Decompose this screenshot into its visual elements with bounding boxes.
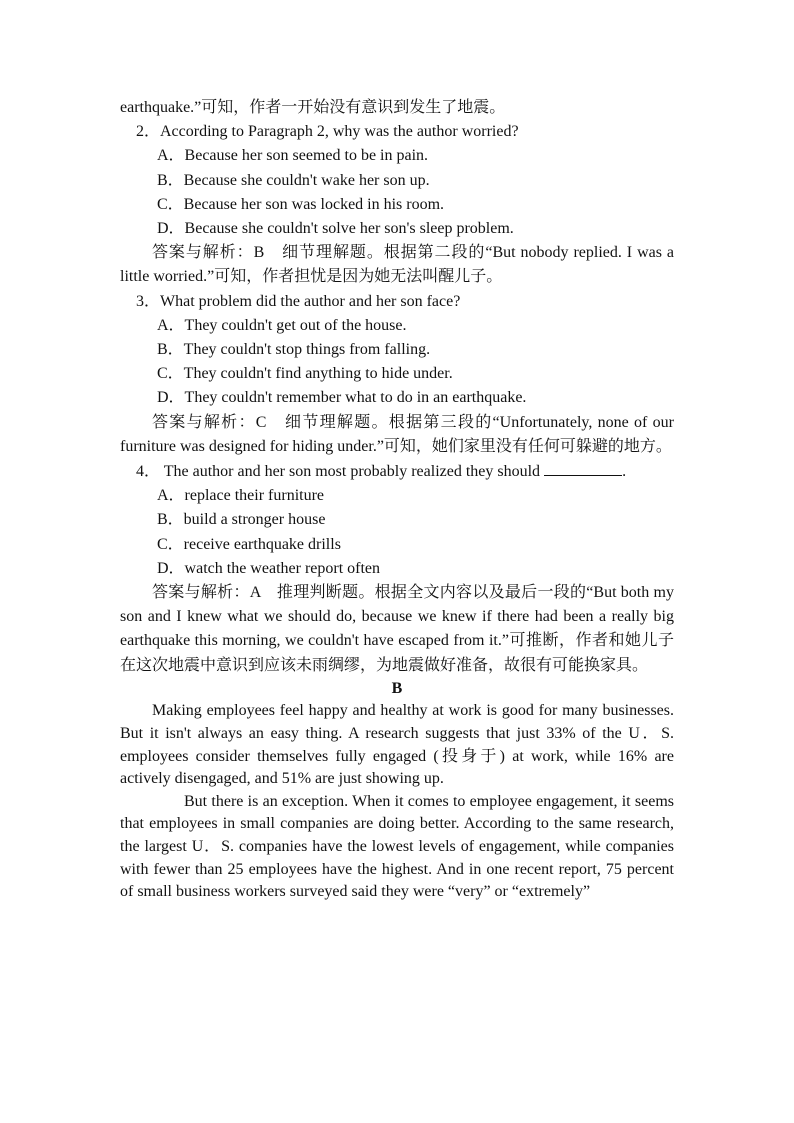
option-b: B．build a stronger house (157, 511, 326, 529)
option-c: C．receive earthquake drills (157, 535, 341, 553)
answer-explanation: 答案与解析：A 推理判断题。根据全文内容以及最后一段的“But both my son and I knew what we should do, because we knew if there had been a really big earthquake this morning, we couldn't have escaped from it.”可推断，作者和她儿子在这次地震中意识到应该未雨绸缪，为地震做好准备，故很有可能换家具。 (120, 584, 674, 674)
option-d: D．They couldn't remember what to do in an earthquake. (157, 389, 527, 407)
question-stem: 3．What problem did the author and her son face? (136, 292, 461, 310)
option-a: A．Because her son seemed to be in pain. (157, 147, 429, 165)
question-2 (120, 120, 674, 289)
answer-explanation: 答案与解析：C 细节理解题。根据第三段的“Unfortunately, none of our furniture was designed for hiding under.”可知，她们家里没有任何可躲避的地方。 (120, 413, 674, 455)
passage-paragraph: But there is an exception. When it comes to employee engagement, it seems that employees in small companies are doing better. According to the same research, the largest U．S. companies have the lowest levels of engagement, while companies with fewer than 25 employees have the highest. And in one recent report, 75 percent of small business workers surveyed said they were “very” or “extremely” (120, 792, 674, 901)
question-stem (120, 459, 674, 484)
option-b: B．They couldn't stop things from falling. (157, 341, 431, 359)
q1-answer-tail: earthquake.”可知，作者一开始没有意识到发生了地震。 (120, 99, 506, 116)
question-stem-text: 4． The author and her son most probably realized they should (136, 463, 541, 481)
option-b: B．Because she couldn't wake her son up. (157, 171, 430, 189)
option-c: C．They couldn't find anything to hide under. (157, 365, 453, 383)
question-4 (120, 459, 674, 678)
answer-explanation: 答案与解析：B 细节理解题。根据第二段的“But nobody replied. I was a little worried.”可知，作者担忧是因为她无法叫醒儿子。 (120, 244, 674, 286)
option-a: A．They couldn't get out of the house. (157, 316, 407, 334)
question-3 (120, 290, 674, 459)
passage-paragraph: Making employees feel happy and healthy at work is good for many businesses. But it isn't always an easy thing. A research suggests that just 33% of the U．S. employees consider themselves fully engaged (投身于) at work, while 16% are actively disengaged, and 51% are just showing up. (120, 702, 674, 788)
option-c: C．Because her son was locked in his room. (157, 195, 445, 213)
question-stem-end: . (622, 463, 627, 481)
passage-b (120, 678, 674, 904)
question-stem: 2．According to Paragraph 2, why was the author worried? (136, 123, 519, 141)
option-d: D．Because she couldn't solve her son's sleep problem. (157, 220, 514, 238)
document-page (120, 96, 674, 904)
option-a: A．replace their furniture (157, 487, 325, 505)
option-d: D．watch the weather report often (157, 559, 381, 577)
answer-blank (544, 459, 622, 476)
section-heading: B (391, 679, 403, 697)
